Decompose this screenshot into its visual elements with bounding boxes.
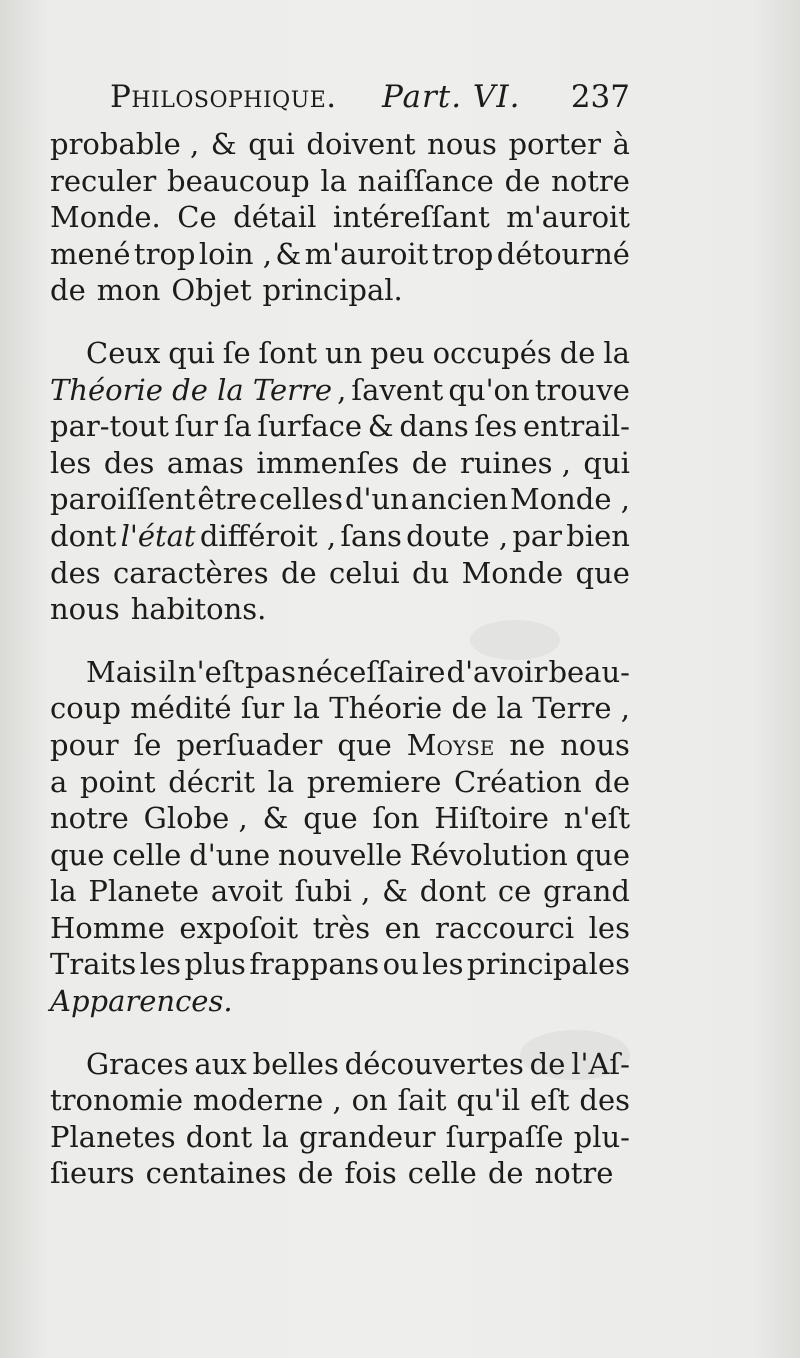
word: Hiſtoire [434, 801, 549, 836]
word: porter [508, 127, 602, 161]
word: eſt [529, 1083, 570, 1118]
word: expoſoit [179, 910, 299, 945]
text-line [50, 654, 630, 691]
text-line [50, 518, 630, 555]
paragraph [50, 654, 630, 1020]
word: ſont [258, 335, 318, 370]
word: de [411, 445, 448, 480]
text-line [50, 1046, 630, 1083]
word: raccourci [435, 910, 575, 945]
word: que [575, 555, 630, 590]
word: ſavent [351, 372, 444, 407]
word: paroiſſent [50, 482, 196, 517]
word: loin , [198, 236, 272, 271]
text-line [50, 163, 630, 200]
word: ſurface [257, 409, 363, 444]
word: doute , [406, 518, 509, 553]
word: dans [399, 409, 469, 444]
text-line [50, 408, 630, 445]
word: la [603, 335, 630, 370]
word: la [262, 1119, 289, 1154]
word: principales [466, 947, 630, 982]
paragraph [50, 126, 630, 309]
word: caractères [112, 555, 269, 590]
word: moderne , [192, 1083, 342, 1118]
paragraph-gap [50, 628, 630, 654]
word: Monde , [509, 482, 630, 517]
text-line [50, 445, 630, 482]
word: habitons. [130, 592, 267, 627]
word: des [579, 1083, 630, 1118]
word: point [79, 764, 156, 799]
word: de [451, 691, 488, 726]
paragraph-gap [50, 1020, 630, 1046]
word: & [275, 236, 302, 271]
word: Mais [86, 654, 158, 689]
word: grand [543, 874, 630, 909]
word: intéreſſant [332, 200, 490, 235]
word: ce [497, 874, 532, 909]
text-line [50, 910, 630, 947]
word: ſe [222, 335, 251, 370]
word: qui [583, 445, 630, 480]
word: reculer [50, 163, 157, 198]
part-label: Part. VI. [382, 79, 521, 115]
word: ſes [474, 409, 518, 444]
word: premiere [306, 764, 442, 799]
word: celles [259, 482, 344, 517]
word: il [158, 654, 177, 689]
word: ou [382, 947, 419, 982]
word: nous [427, 127, 497, 161]
word: que [50, 837, 105, 872]
word: ſans [340, 518, 402, 553]
text-line [50, 199, 630, 236]
word: l'Aſ- [571, 1046, 630, 1081]
word: Ceux [86, 335, 161, 370]
word: que [337, 727, 392, 762]
word: n'eſt [563, 801, 630, 836]
word: peu [370, 335, 425, 370]
word: tronomie [50, 1083, 184, 1118]
word: de [487, 1156, 524, 1191]
word: Globe , [143, 801, 248, 836]
word: Terre , [532, 691, 630, 726]
word: ſait [397, 1083, 447, 1118]
word: notre [551, 163, 630, 198]
word: d'un [344, 482, 409, 517]
word: aux [194, 1046, 247, 1081]
word: frappans [249, 947, 380, 982]
word: , [337, 372, 347, 407]
word: de [50, 273, 86, 308]
page-header [110, 72, 630, 122]
word: Homme [50, 910, 165, 945]
word: Traits [50, 947, 137, 982]
word: & [367, 409, 394, 444]
word: de [297, 1156, 334, 1191]
word: & [382, 874, 408, 909]
word: de [594, 764, 630, 799]
word: ſur [174, 409, 218, 444]
word: nouvelle [278, 837, 403, 872]
word: la [50, 874, 77, 909]
text-line [50, 236, 630, 273]
word: celle [112, 837, 182, 872]
word: médité [130, 691, 232, 726]
text-line [50, 873, 630, 910]
text-line [50, 272, 630, 309]
word: la [267, 764, 295, 799]
word: qui [248, 127, 295, 161]
word: des [50, 555, 101, 590]
word: de [504, 163, 541, 198]
word: & [210, 127, 237, 161]
word: belles [252, 1046, 339, 1081]
word: découvertes [344, 1046, 524, 1081]
text-line [50, 837, 630, 874]
word: être [197, 482, 258, 517]
word: les [50, 445, 92, 480]
word: ne [509, 727, 546, 762]
word: m'auroit [506, 200, 630, 235]
word: n'eſt [177, 654, 245, 689]
text-line [50, 372, 630, 409]
word: Objet [171, 273, 252, 308]
word: Monde [461, 555, 564, 590]
word: entrail- [522, 409, 630, 444]
word: & [262, 801, 289, 836]
word: les [139, 947, 182, 982]
word: m'auroit [304, 236, 429, 271]
text-line [50, 591, 630, 628]
word: des [103, 445, 155, 480]
word: que [303, 801, 358, 836]
word: néceſſaire [297, 654, 446, 689]
word: la [496, 691, 524, 726]
text-line [50, 983, 630, 1020]
word: nous [50, 592, 120, 627]
word: à [612, 127, 630, 161]
word: ſurpaſſe [445, 1119, 564, 1154]
word: d'avoir [446, 654, 548, 689]
page-number: 237 [570, 79, 630, 115]
paragraph [50, 335, 630, 628]
word: amas [166, 445, 244, 480]
word: Ce [177, 200, 217, 235]
paragraph [50, 1046, 630, 1192]
word: l'état [120, 518, 196, 553]
word: du [412, 555, 450, 590]
word: ſubi , [294, 874, 371, 909]
word: par [512, 518, 563, 553]
word: immenſes [256, 445, 400, 480]
word: la [293, 691, 320, 726]
text-line [50, 800, 630, 837]
word: dont [419, 874, 487, 909]
word: naiſſance [357, 163, 494, 198]
word: dont [185, 1119, 253, 1154]
word: grandeur [298, 1119, 436, 1154]
word: coup [50, 691, 121, 726]
word: celui [329, 555, 400, 590]
text-line [50, 335, 630, 372]
text-line [50, 555, 630, 592]
word: Révolution [409, 837, 568, 872]
word: que [575, 837, 630, 872]
word: très [312, 910, 371, 945]
word: plus [184, 947, 246, 982]
word: Planetes [50, 1119, 176, 1154]
word: ſon [372, 801, 420, 836]
word: trouve [534, 372, 630, 407]
word: ſa [223, 409, 252, 444]
paragraph-gap [50, 309, 630, 335]
word: détail [233, 200, 317, 235]
word: a [50, 764, 68, 799]
word: beau- [548, 654, 630, 689]
word: avoit [210, 874, 283, 909]
word: nous [560, 727, 630, 762]
word: Théorie de la Terre [50, 372, 333, 407]
word: en [384, 910, 421, 945]
word: ſieurs [50, 1156, 135, 1191]
word: Théorie [329, 691, 443, 726]
word: Planete [88, 874, 200, 909]
word: celle [407, 1156, 477, 1191]
word: de [559, 335, 596, 370]
word: pour [50, 727, 119, 762]
word: notre [50, 801, 129, 836]
word: mon [96, 273, 161, 308]
word: ſe [133, 727, 162, 762]
word: d'une [189, 837, 271, 872]
text-line [50, 126, 630, 163]
word: principal. [262, 273, 403, 308]
word: on [351, 1083, 388, 1118]
word: trop [431, 236, 494, 271]
text-line [50, 946, 630, 983]
word: par-tout [50, 409, 169, 444]
word: Monde. [50, 200, 161, 235]
word: un [324, 335, 363, 370]
word: plu- [573, 1119, 630, 1154]
word: occupés [432, 335, 552, 370]
word: ruines , [459, 445, 571, 480]
text-line [50, 727, 630, 764]
text-line [50, 764, 630, 801]
running-title: Philosophique. [110, 79, 337, 115]
word: qu'il [456, 1083, 521, 1118]
word: décrit [168, 764, 255, 799]
word: doivent [306, 127, 416, 161]
word: beaucoup [167, 163, 310, 198]
word: Moyse [406, 727, 495, 762]
word: ſur [240, 691, 285, 726]
word: probable , [50, 127, 200, 161]
word: qu'on [448, 372, 530, 407]
word: de [529, 1046, 566, 1081]
text-line [50, 481, 630, 518]
text-line [50, 1155, 630, 1192]
text-line [50, 1119, 630, 1156]
word: la [320, 163, 347, 198]
word: les [422, 947, 464, 982]
word: ancien [410, 482, 509, 517]
word: notre [534, 1156, 614, 1191]
text-line [50, 690, 630, 727]
word: perſuader [176, 727, 323, 762]
word: fois [344, 1156, 397, 1191]
word: les [588, 910, 630, 945]
text-line [50, 1082, 630, 1119]
word: qui [168, 335, 215, 370]
word: bien [566, 518, 630, 553]
word: pas [245, 654, 296, 689]
word: trop [133, 236, 196, 271]
word: centaines [145, 1156, 287, 1191]
word: mené [50, 236, 131, 271]
word: détourné [496, 236, 630, 271]
word: Apparences. [50, 984, 233, 1019]
word: dont [50, 518, 117, 553]
word: Graces [86, 1046, 189, 1081]
word: Création [454, 764, 582, 799]
word: de [280, 555, 317, 590]
word: différoit , [199, 518, 337, 553]
body-text [50, 126, 630, 1192]
